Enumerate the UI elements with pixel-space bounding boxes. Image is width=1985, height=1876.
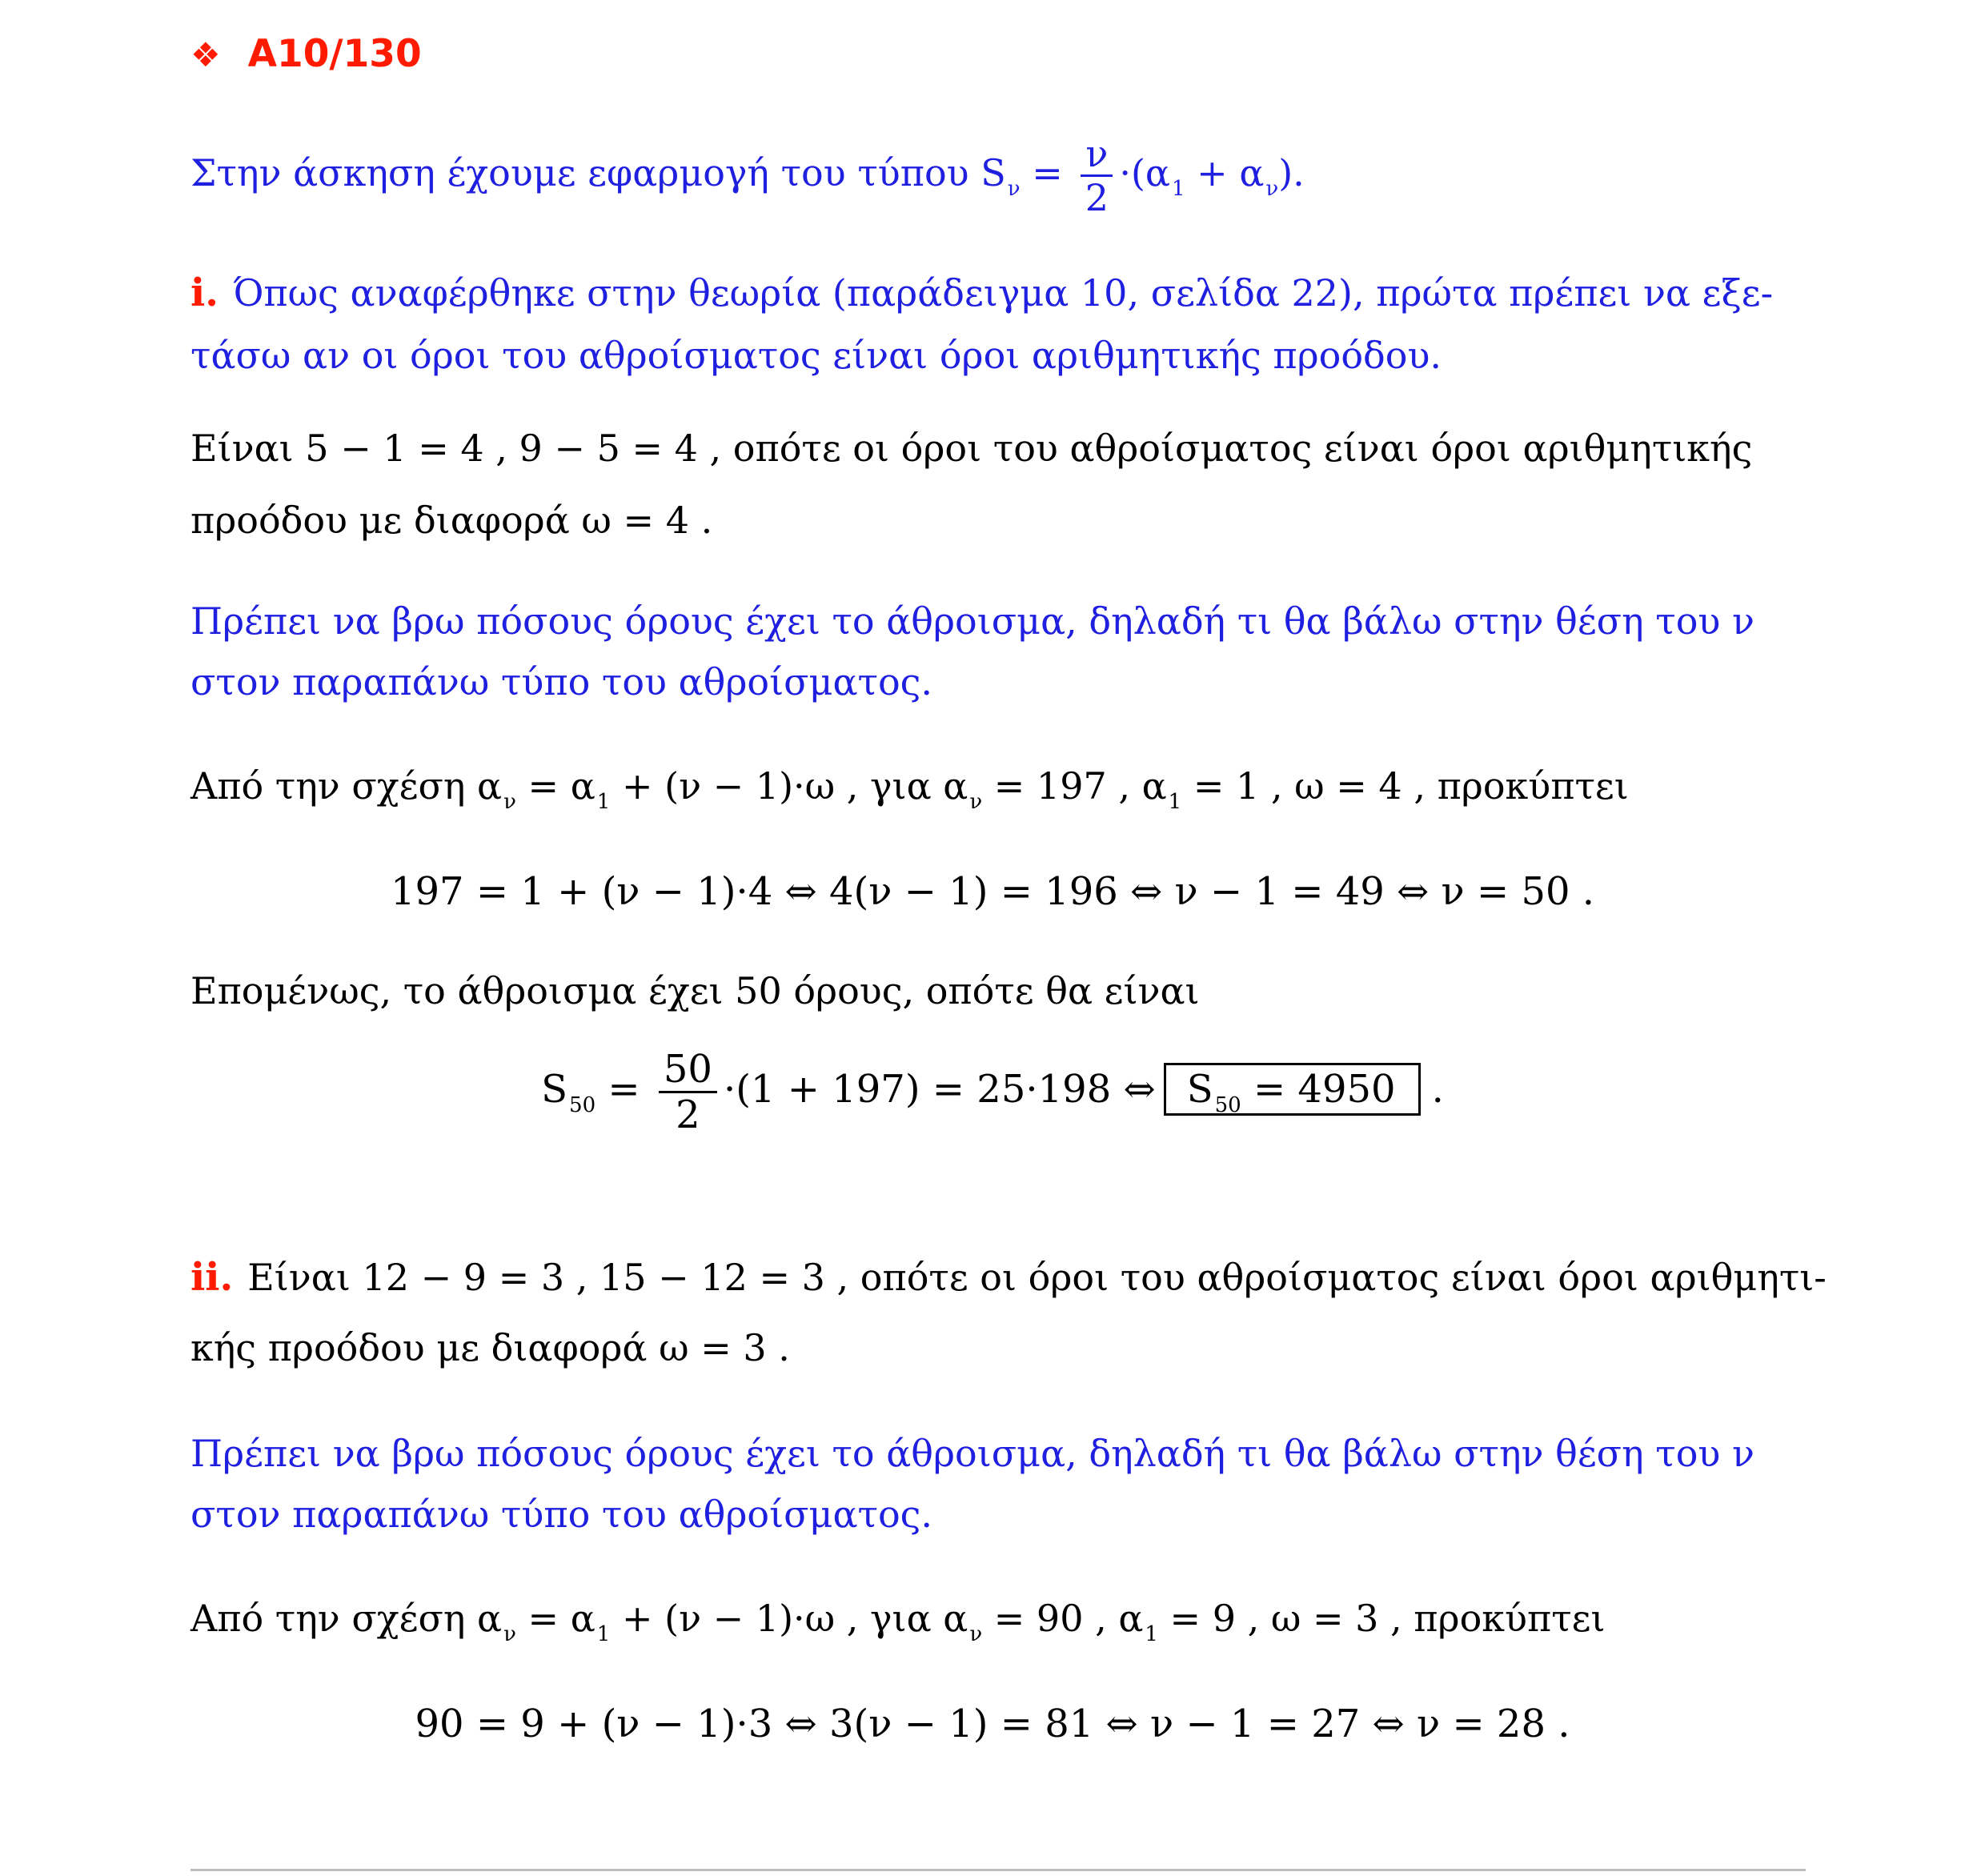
relation-text: Από την σχέση α xyxy=(190,1597,503,1640)
footer-divider xyxy=(190,1869,1806,1871)
fraction-numerator: 50 xyxy=(659,1049,717,1093)
relation-text: = α xyxy=(515,1597,596,1640)
part-i-label: i. xyxy=(190,271,219,315)
sum-computation: ·(1 + 197) = 25·198 ⇔ xyxy=(723,1067,1156,1112)
subscript: ν xyxy=(969,1622,983,1646)
part-i-check-line-2: προόδου με διαφορά ω = 4 . xyxy=(190,499,713,542)
exercise-header xyxy=(190,30,422,79)
relation-text: = α xyxy=(515,764,596,808)
paragraph-text: Είναι 12 − 9 = 3 , 15 − 12 = 3 , οπότε οι όροι του αθροίσματος είναι όροι αριθμητι- xyxy=(247,1256,1827,1299)
exercise-title: Α10/130 xyxy=(247,32,422,76)
fraction-50-over-2 xyxy=(659,1046,717,1137)
bullet-diamond-icon: ❖ xyxy=(190,35,221,74)
subscript: 1 xyxy=(1145,1622,1158,1646)
sum-symbol: S xyxy=(1186,1067,1213,1112)
equals-sign: = xyxy=(596,1067,652,1112)
part-i-check-line-1: Είναι 5 − 1 = 4 , 9 − 5 = 4 , οπότε οι όροι του αθροίσματος είναι όροι αριθμητικής xyxy=(190,427,1753,470)
part-ii-need-line-2: στον παραπάνω τύπο του αθροίσματος. xyxy=(190,1493,933,1536)
intro-text: Στην άσκηση έχουμε εφαρμογή του τύπου S xyxy=(190,150,1006,194)
subscript: ν xyxy=(503,1622,516,1646)
subscript: 50 xyxy=(569,1093,596,1117)
part-ii-label: ii. xyxy=(190,1255,234,1300)
fraction-numerator: ν xyxy=(1081,134,1113,177)
relation-text: Από την σχέση α xyxy=(190,764,503,808)
equals-sign: = xyxy=(1020,150,1075,194)
part-ii-need-line-1: Πρέπει να βρω πόσους όρους έχει το άθροισμα, δηλαδή τι θα βάλω στην θέση του ν xyxy=(190,1432,1754,1475)
subscript: 1 xyxy=(596,790,611,814)
part-ii-check-line-2: κής προόδου με διαφορά ω = 3 . xyxy=(190,1326,790,1369)
relation-text: + (ν − 1)·ω , για α xyxy=(610,1597,968,1640)
result-value: = 4950 xyxy=(1241,1067,1396,1112)
period: . xyxy=(1431,1067,1444,1112)
fraction-denominator: 2 xyxy=(1085,176,1109,220)
fraction-denominator: 2 xyxy=(676,1092,700,1137)
subscript: ν xyxy=(1007,176,1021,201)
subscript: 1 xyxy=(596,1622,611,1646)
part-i-relation-line xyxy=(190,762,1629,826)
subscript: 50 xyxy=(1214,1093,1241,1117)
subscript: ν xyxy=(503,790,516,814)
relation-text: + (ν − 1)·ω , για α xyxy=(610,764,968,808)
part-i-intro-line-2: τάσω αν οι όροι του αθροίσματος είναι όροι αριθμητικής προόδου. xyxy=(190,334,1442,377)
part-i-sum-equation xyxy=(0,1045,1985,1149)
intro-formula-line xyxy=(190,134,1305,225)
formula-part: ). xyxy=(1278,150,1305,194)
paragraph-text: Όπως αναφέρθηκε στην θεωρία (παράδειγμα 10, σελίδα 22), πρώτα πρέπει να εξε- xyxy=(232,271,1774,315)
relation-text: = 1 , ω = 4 , προκύπτει xyxy=(1181,764,1629,808)
part-i-intro-line-1 xyxy=(190,269,1773,317)
relation-text: = 90 , α xyxy=(982,1597,1144,1640)
subscript: 1 xyxy=(1168,790,1182,814)
subscript: 1 xyxy=(1171,176,1185,201)
part-i-need-line-2: στον παραπάνω τύπο του αθροίσματος. xyxy=(190,660,933,704)
subscript: ν xyxy=(1265,176,1279,201)
part-ii-solve-equation: 90 = 9 + (ν − 1)·3 ⇔ 3(ν − 1) = 81 ⇔ ν − 1 = 27 ⇔ ν = 28 . xyxy=(415,1702,1570,1746)
formula-part: + α xyxy=(1185,150,1265,194)
part-i-conclusion-line: Επομένως, το άθροισμα έχει 50 όρους, οπότε θα είναι xyxy=(190,969,1200,1012)
formula-part: ·(α xyxy=(1119,150,1170,194)
part-i-need-line-1: Πρέπει να βρω πόσους όρους έχει το άθροισμα, δηλαδή τι θα βάλω στην θέση του ν xyxy=(190,599,1754,643)
subscript: ν xyxy=(969,790,983,814)
fraction-nu-over-2 xyxy=(1081,134,1113,218)
part-ii-check-line-1 xyxy=(190,1253,1827,1301)
part-ii-relation-line xyxy=(190,1594,1606,1658)
boxed-result xyxy=(1164,1063,1421,1116)
sum-symbol: S xyxy=(541,1067,568,1112)
relation-text: = 9 , ω = 3 , προκύπτει xyxy=(1157,1597,1606,1640)
part-i-solve-equation: 197 = 1 + (ν − 1)·4 ⇔ 4(ν − 1) = 196 ⇔ ν − 1 = 49 ⇔ ν = 50 . xyxy=(390,869,1595,914)
relation-text: = 197 , α xyxy=(982,764,1167,808)
